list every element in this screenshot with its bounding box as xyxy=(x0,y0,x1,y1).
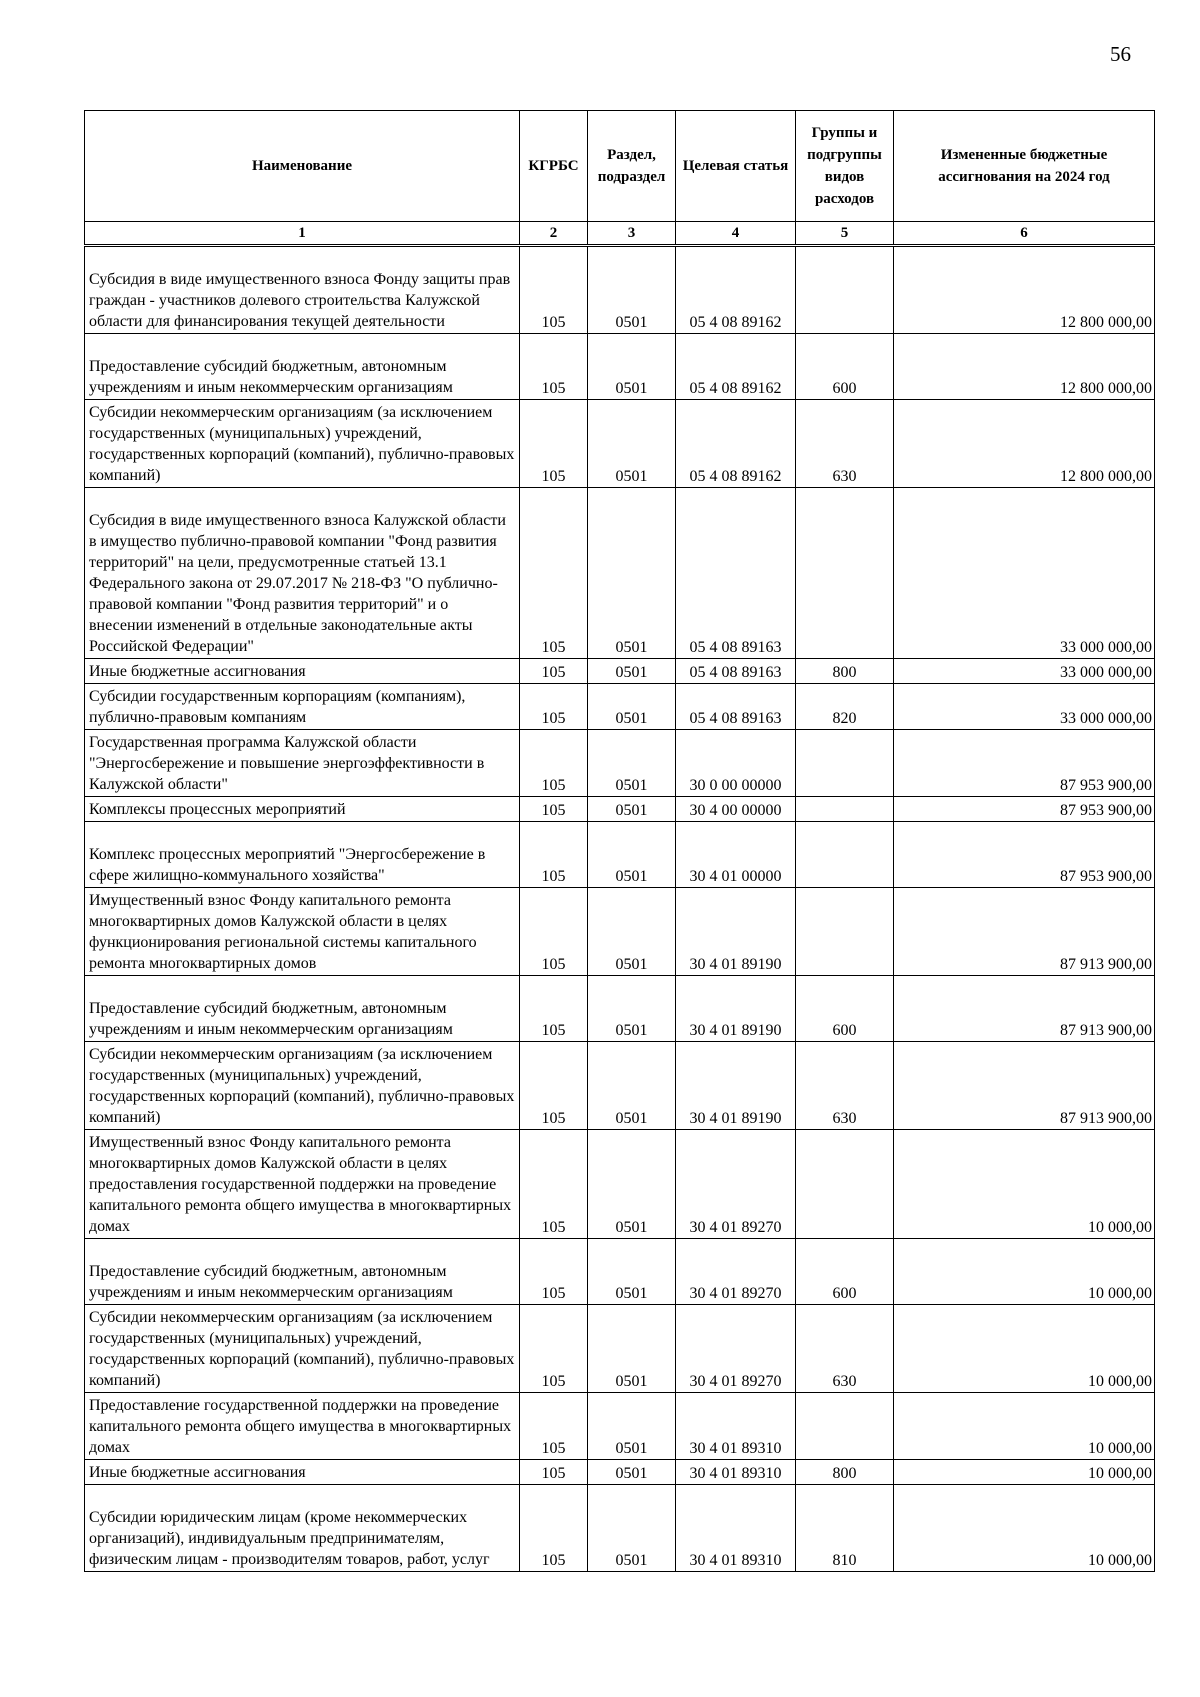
column-number: 2 xyxy=(520,222,588,246)
header-target-article: Целевая статья xyxy=(676,111,796,222)
row-expense-type xyxy=(796,1130,894,1239)
row-kgrbs: 105 xyxy=(520,684,588,730)
row-amount: 10 000,00 xyxy=(894,1460,1155,1485)
row-expense-type xyxy=(796,246,894,334)
row-expense-type: 600 xyxy=(796,1239,894,1305)
row-amount: 87 953 900,00 xyxy=(894,797,1155,822)
row-name: Субсидии юридическим лицам (кроме некоммерческих организаций), индивидуальным предпринимателям, физическим лицам - производителям товаров, работ, услуг xyxy=(85,1485,520,1572)
row-name: Комплексы процессных мероприятий xyxy=(85,797,520,822)
row-razdel: 0501 xyxy=(588,334,676,400)
row-kgrbs: 105 xyxy=(520,1393,588,1460)
row-kgrbs: 105 xyxy=(520,822,588,888)
row-name: Субсидии государственным корпорациям (компаниям), публично-правовым компаниям xyxy=(85,684,520,730)
row-name: Предоставление субсидий бюджетным, автономным учреждениям и иным некоммерческим организациям xyxy=(85,976,520,1042)
row-amount: 10 000,00 xyxy=(894,1305,1155,1393)
row-expense-type: 630 xyxy=(796,1042,894,1130)
row-amount: 12 800 000,00 xyxy=(894,246,1155,334)
row-razdel: 0501 xyxy=(588,659,676,684)
header-kgrbs: КГРБС xyxy=(520,111,588,222)
table-row xyxy=(85,1485,1155,1572)
row-kgrbs: 105 xyxy=(520,1130,588,1239)
column-number: 5 xyxy=(796,222,894,246)
row-amount: 33 000 000,00 xyxy=(894,488,1155,659)
row-expense-type: 800 xyxy=(796,659,894,684)
budget-table-container xyxy=(84,110,1154,1572)
row-amount: 33 000 000,00 xyxy=(894,684,1155,730)
row-kgrbs: 105 xyxy=(520,659,588,684)
row-razdel: 0501 xyxy=(588,684,676,730)
row-amount: 33 000 000,00 xyxy=(894,659,1155,684)
header-expense-type: Группы и подгруппы видов расходов xyxy=(796,111,894,222)
row-kgrbs: 105 xyxy=(520,400,588,488)
row-name: Субсидии некоммерческим организациям (за исключением государственных (муниципальных) учреждений, государственных корпораций (компаний), публично-правовых компаний) xyxy=(85,1305,520,1393)
row-razdel: 0501 xyxy=(588,1393,676,1460)
column-number: 3 xyxy=(588,222,676,246)
row-razdel: 0501 xyxy=(588,797,676,822)
row-amount: 10 000,00 xyxy=(894,1239,1155,1305)
table-header-row xyxy=(85,111,1155,222)
row-expense-type xyxy=(796,730,894,797)
row-razdel: 0501 xyxy=(588,730,676,797)
row-kgrbs: 105 xyxy=(520,1485,588,1572)
row-amount: 87 953 900,00 xyxy=(894,822,1155,888)
row-kgrbs: 105 xyxy=(520,334,588,400)
table-row xyxy=(85,1130,1155,1239)
row-razdel: 0501 xyxy=(588,1239,676,1305)
row-amount: 10 000,00 xyxy=(894,1485,1155,1572)
header-name: Наименование xyxy=(85,111,520,222)
column-number: 6 xyxy=(894,222,1155,246)
row-expense-type xyxy=(796,797,894,822)
row-target-article: 05 4 08 89163 xyxy=(676,488,796,659)
row-expense-type xyxy=(796,488,894,659)
row-kgrbs: 105 xyxy=(520,976,588,1042)
row-kgrbs: 105 xyxy=(520,246,588,334)
row-razdel: 0501 xyxy=(588,246,676,334)
column-number-row xyxy=(85,222,1155,246)
row-target-article: 30 4 01 89270 xyxy=(676,1305,796,1393)
row-razdel: 0501 xyxy=(588,400,676,488)
row-name: Предоставление субсидий бюджетным, автономным учреждениям и иным некоммерческим организациям xyxy=(85,1239,520,1305)
budget-table xyxy=(84,110,1155,1572)
row-kgrbs: 105 xyxy=(520,1042,588,1130)
row-amount: 87 913 900,00 xyxy=(894,1042,1155,1130)
row-razdel: 0501 xyxy=(588,488,676,659)
row-name: Предоставление государственной поддержки на проведение капитального ремонта общего имущества в многоквартирных домах xyxy=(85,1393,520,1460)
row-razdel: 0501 xyxy=(588,822,676,888)
table-row xyxy=(85,684,1155,730)
table-row xyxy=(85,1393,1155,1460)
row-kgrbs: 105 xyxy=(520,1305,588,1393)
row-kgrbs: 105 xyxy=(520,488,588,659)
row-target-article: 30 4 01 00000 xyxy=(676,822,796,888)
row-expense-type xyxy=(796,822,894,888)
page-number: 56 xyxy=(1110,42,1131,66)
row-target-article: 30 4 00 00000 xyxy=(676,797,796,822)
row-target-article: 05 4 08 89162 xyxy=(676,246,796,334)
header-razdel: Раздел, подраздел xyxy=(588,111,676,222)
row-razdel: 0501 xyxy=(588,1485,676,1572)
row-expense-type: 820 xyxy=(796,684,894,730)
row-kgrbs: 105 xyxy=(520,1239,588,1305)
row-kgrbs: 105 xyxy=(520,797,588,822)
row-expense-type: 630 xyxy=(796,1305,894,1393)
row-name: Иные бюджетные ассигнования xyxy=(85,1460,520,1485)
row-razdel: 0501 xyxy=(588,1130,676,1239)
row-razdel: 0501 xyxy=(588,976,676,1042)
header-amount: Измененные бюджетные ассигнования на 2024 год xyxy=(894,111,1155,222)
table-row xyxy=(85,334,1155,400)
row-amount: 12 800 000,00 xyxy=(894,400,1155,488)
table-row xyxy=(85,1239,1155,1305)
row-razdel: 0501 xyxy=(588,1460,676,1485)
row-razdel: 0501 xyxy=(588,1042,676,1130)
row-amount: 12 800 000,00 xyxy=(894,334,1155,400)
row-razdel: 0501 xyxy=(588,1305,676,1393)
row-amount: 10 000,00 xyxy=(894,1130,1155,1239)
row-target-article: 05 4 08 89162 xyxy=(676,334,796,400)
row-target-article: 30 4 01 89270 xyxy=(676,1130,796,1239)
row-name: Имущественный взнос Фонду капитального ремонта многоквартирных домов Калужской области в целях предоставления государственной поддержки на проведение капитального ремонта общего имущества в многоквартирных домах xyxy=(85,1130,520,1239)
table-row xyxy=(85,822,1155,888)
row-razdel: 0501 xyxy=(588,888,676,976)
row-target-article: 30 4 01 89310 xyxy=(676,1460,796,1485)
row-expense-type: 600 xyxy=(796,976,894,1042)
row-name: Иные бюджетные ассигнования xyxy=(85,659,520,684)
row-target-article: 30 4 01 89310 xyxy=(676,1485,796,1572)
table-body xyxy=(85,246,1155,1572)
row-expense-type xyxy=(796,888,894,976)
row-expense-type: 810 xyxy=(796,1485,894,1572)
row-name: Субсидия в виде имущественного взноса Фонду защиты прав граждан - участников долевого строительства Калужской области для финансирования текущей деятельности xyxy=(85,246,520,334)
row-amount: 87 953 900,00 xyxy=(894,730,1155,797)
table-row xyxy=(85,400,1155,488)
row-target-article: 30 4 01 89270 xyxy=(676,1239,796,1305)
table-row xyxy=(85,659,1155,684)
row-expense-type: 600 xyxy=(796,334,894,400)
row-name: Государственная программа Калужской области "Энергосбережение и повышение энергоэффективности в Калужской области" xyxy=(85,730,520,797)
row-amount: 10 000,00 xyxy=(894,1393,1155,1460)
row-name: Субсидии некоммерческим организациям (за исключением государственных (муниципальных) учреждений, государственных корпораций (компаний), публично-правовых компаний) xyxy=(85,1042,520,1130)
row-target-article: 30 4 01 89310 xyxy=(676,1393,796,1460)
table-row xyxy=(85,488,1155,659)
row-target-article: 30 4 01 89190 xyxy=(676,976,796,1042)
row-name: Комплекс процессных мероприятий "Энергосбережение в сфере жилищно-коммунального хозяйства" xyxy=(85,822,520,888)
row-kgrbs: 105 xyxy=(520,888,588,976)
row-expense-type xyxy=(796,1393,894,1460)
row-name: Субсидия в виде имущественного взноса Калужской области в имущество публично-правовой компании "Фонд развития территорий" на цели, предусмотренные статьей 13.1 Федерального закона от 29.07.2017 № 218-ФЗ "О публично-правовой компании "Фонд развития территорий" и о внесении изменений в отдельные законодательные акты Российской Федерации" xyxy=(85,488,520,659)
table-row xyxy=(85,888,1155,976)
table-row xyxy=(85,976,1155,1042)
table-row xyxy=(85,1042,1155,1130)
table-row xyxy=(85,730,1155,797)
row-amount: 87 913 900,00 xyxy=(894,976,1155,1042)
row-amount: 87 913 900,00 xyxy=(894,888,1155,976)
row-name: Предоставление субсидий бюджетным, автономным учреждениям и иным некоммерческим организациям xyxy=(85,334,520,400)
row-target-article: 05 4 08 89163 xyxy=(676,659,796,684)
table-row xyxy=(85,797,1155,822)
row-kgrbs: 105 xyxy=(520,730,588,797)
row-target-article: 05 4 08 89163 xyxy=(676,684,796,730)
row-target-article: 30 0 00 00000 xyxy=(676,730,796,797)
row-expense-type: 800 xyxy=(796,1460,894,1485)
table-row xyxy=(85,246,1155,334)
table-row xyxy=(85,1305,1155,1393)
table-row xyxy=(85,1460,1155,1485)
row-target-article: 05 4 08 89162 xyxy=(676,400,796,488)
row-target-article: 30 4 01 89190 xyxy=(676,1042,796,1130)
row-name: Имущественный взнос Фонду капитального ремонта многоквартирных домов Калужской области в целях функционирования региональной системы капитального ремонта многоквартирных домов xyxy=(85,888,520,976)
row-name: Субсидии некоммерческим организациям (за исключением государственных (муниципальных) учреждений, государственных корпораций (компаний), публично-правовых компаний) xyxy=(85,400,520,488)
column-number: 1 xyxy=(85,222,520,246)
row-target-article: 30 4 01 89190 xyxy=(676,888,796,976)
row-expense-type: 630 xyxy=(796,400,894,488)
column-number: 4 xyxy=(676,222,796,246)
row-kgrbs: 105 xyxy=(520,1460,588,1485)
